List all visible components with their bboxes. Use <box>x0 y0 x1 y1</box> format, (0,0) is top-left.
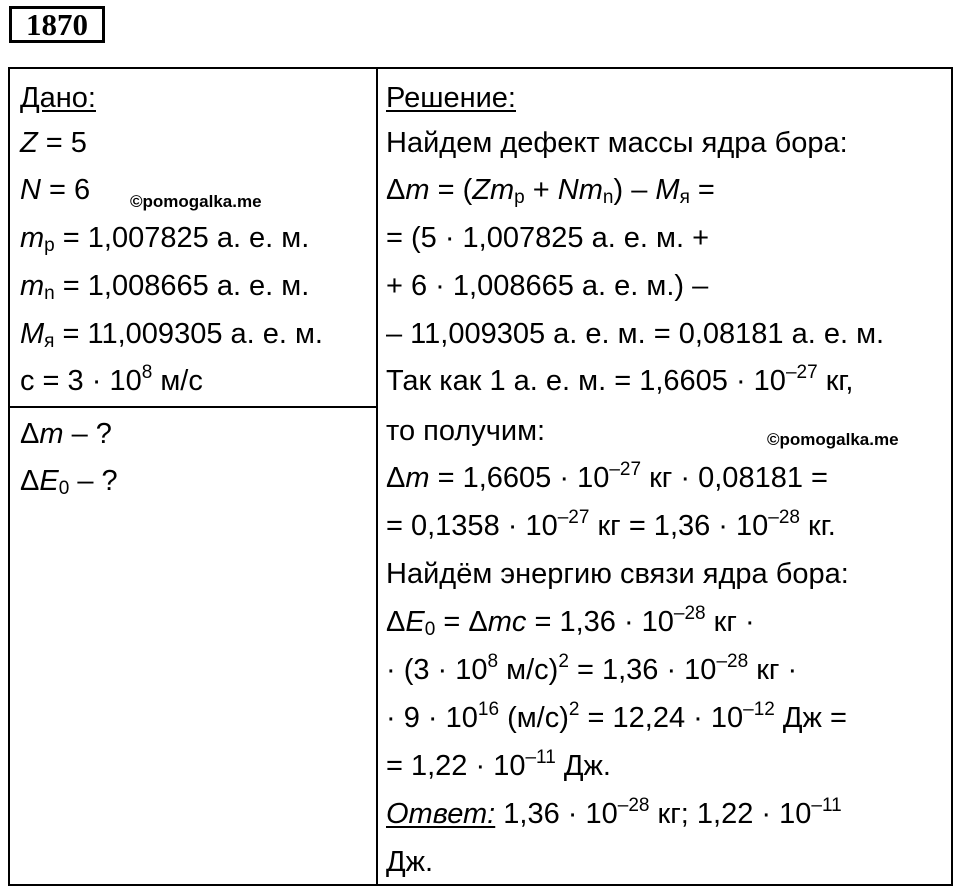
solution-header: Решение: <box>386 82 516 114</box>
answer-line: Ответ: $1,36 \cdot 10^{-28}$ кг; $1,22 \cdot 10^{-11}$ <box>386 795 842 830</box>
solution-line-8: $\Delta m = 1,6605 \cdot 10^{-27}$ кг · 0,08181 = <box>386 459 828 494</box>
given-find-divider <box>10 406 376 408</box>
given-z: Z = 5 <box>20 127 87 159</box>
given-header: Дано: <box>20 82 96 114</box>
solution-line-12: · ($3 \cdot 10^8$ $м/с)^2 = 1,36 \cdot 10^{-28}$ кг · <box>386 651 798 686</box>
solution-line-11: $\Delta E_0 = \Delta mc = 1,36 \cdot 10^{-28}$ кг · <box>386 603 755 640</box>
watermark-left: ©pomogalka.me <box>130 192 262 211</box>
given-mp: $m_p = 1,007825$ а. е. м. <box>20 222 310 256</box>
solution-line-13: · $9 \cdot 10^{16}$ $(м/с)^2 = 12,24 \cdot 10^{-12}$ Дж = <box>386 699 847 734</box>
solution-line-5: – 11,009305 а. е. м. = 0,08181 а. е. м. <box>386 318 885 350</box>
answer-label: Ответ: <box>386 798 496 830</box>
solution-line-6: Так как 1 а. е. м. = $1,6605 \cdot 10^{-27}$ кг, <box>386 362 854 397</box>
solution-line-1: Найдем дефект массы ядра бора: <box>386 127 848 159</box>
watermark-right: ©pomogalka.me <box>767 430 899 449</box>
find-dm: Δm – ? <box>20 418 112 450</box>
solution-line-9: = $0,1358 \cdot 10^{-27}$ кг = $1,36 \cdot 10^{-28}$ кг. <box>386 507 836 542</box>
solution-line-4: + 6 · 1,008665 а. е. м.) – <box>386 270 709 302</box>
given-c: $c = 3 \cdot 10^8$ м/с <box>20 362 203 397</box>
given-my: $M_я = 11,009305$ а. е. м. <box>20 318 323 352</box>
answer-line-2: Дж. <box>386 846 434 878</box>
solution-line-7: то получим: <box>386 415 546 447</box>
solution-line-2: $\Delta m = (Zm_p + Nm_n) - M_я$ = <box>386 174 715 208</box>
solution-line-10: Найдём энергию связи ядра бора: <box>386 558 849 590</box>
solution-table <box>8 67 953 886</box>
find-de: $\Delta E_0$ – ? <box>20 465 118 499</box>
solution-line-3: = (5 · 1,007825 а. е. м. + <box>386 222 710 254</box>
given-mn: $m_n = 1,008665$ а. е. м. <box>20 270 310 304</box>
given-n: N = 6 <box>20 174 91 206</box>
column-divider <box>376 69 378 884</box>
problem-number: 1870 <box>9 6 105 43</box>
solution-line-14: = $1,22 \cdot 10^{-11}$ Дж. <box>386 747 611 782</box>
